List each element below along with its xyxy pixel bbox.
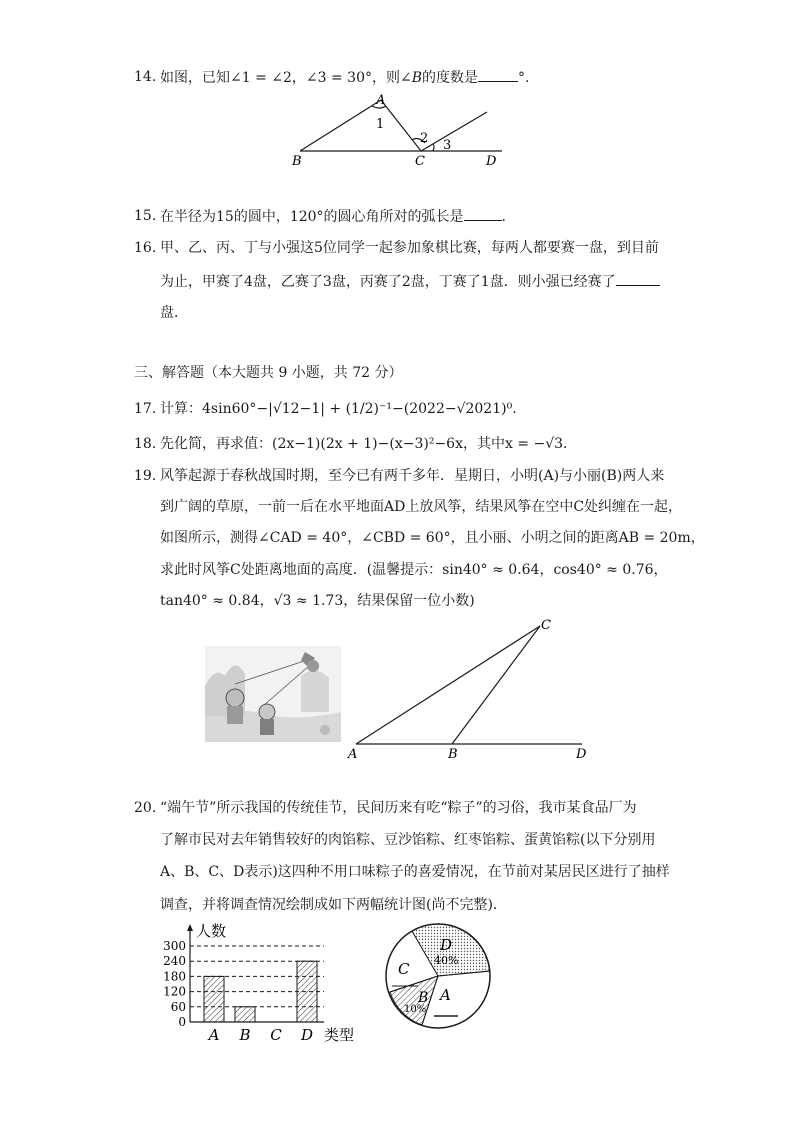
- q14-text-c: 的度数是: [422, 70, 479, 86]
- q20-line4: 调查，并将调查情况绘制成如下两幅统计图(尚不完整)．: [160, 897, 507, 913]
- q15-number: 15.: [134, 208, 157, 224]
- q16-line2-text: 为止，甲赛了4盘，乙赛了3盘，丙赛了2盘，丁赛了1盘．则小强已经赛了: [160, 274, 616, 290]
- q15-blank: [464, 206, 502, 221]
- pie-chart: [382, 920, 494, 1032]
- fig14-label-1: 1: [376, 117, 385, 132]
- q14-number: 14.: [134, 69, 157, 85]
- q15-text: [160, 206, 506, 227]
- fig14-label-2: 2: [420, 131, 429, 146]
- fig14-line-ba: [300, 100, 381, 151]
- fig14-ray-c: [421, 112, 487, 151]
- pie-label-a: A: [440, 986, 451, 1004]
- q14-text: [160, 67, 529, 88]
- bar-tick-label: 300: [163, 939, 186, 953]
- q16-number: 16.: [134, 240, 157, 256]
- fig19-label-a: A: [348, 747, 358, 762]
- fig14-label-d: D: [486, 154, 497, 169]
- pie-label-b: B: [418, 990, 429, 1006]
- q19-figure: [344, 614, 594, 764]
- q19-number: 19.: [134, 468, 157, 484]
- q16-line3: 盘．: [160, 305, 188, 321]
- q17-number: 17.: [134, 401, 157, 417]
- bar-category-label: B: [239, 1026, 251, 1044]
- bar-tick-label: 0: [178, 1015, 186, 1029]
- q19-line2: 到广阔的草原，一前一后在水平地面AD上放风筝，结果风筝在空中C处纠缠在一起，: [160, 499, 683, 515]
- q20-number: 20.: [134, 800, 157, 816]
- kite-illustration: [205, 646, 341, 742]
- fig14-line-ac: [381, 100, 421, 151]
- pie-label-c: C: [398, 960, 410, 978]
- q16-line2: [160, 271, 660, 292]
- bar-tick-label: 60: [170, 999, 186, 1014]
- q19-line1: 风筝起源于春秋战国时期，至今已有两千多年．星期日，小明(A)与小丽(B)两人来: [160, 468, 665, 484]
- bar-d: [297, 961, 317, 1022]
- bar-category-label: C: [270, 1026, 282, 1044]
- bar-b: [235, 1007, 255, 1022]
- pie-label-d-pct: 40%: [434, 954, 459, 967]
- fig14-arc-3: [433, 144, 434, 151]
- bar-y-arrow: [187, 924, 193, 931]
- q19-line3: 如图所示，测得∠CAD = 40°，∠CBD = 60°，且小丽、小明之间的距离AB = 20m，: [160, 530, 705, 546]
- q17-text: 计算：4sin60°−|√12−1| + (1/2)⁻¹−(2022−√2021)⁰.: [160, 401, 517, 417]
- q20-line1: “端午节”所示我国的传统佳节，民间历来有吃“粽子”的习俗，我市某食品厂为: [160, 800, 637, 816]
- q19-line4: 求此时风筝C处距离地面的高度．(温馨提示：sin40° ≈ 0.64，cos40° ≈ 0.76，: [160, 562, 668, 578]
- q20-line3: A、B、C、D表示)这四种不用口味粽子的喜爱情况，在节前对某居民区进行了抽样: [160, 864, 670, 880]
- q15-text-b: .: [501, 209, 506, 225]
- bar-chart: [160, 918, 370, 1044]
- q15-text-a: 在半径为15的圆中，120°的圆心角所对的弧长是: [160, 209, 464, 225]
- bar-tick-label: 180: [163, 969, 186, 984]
- section3-title: 三、解答题（本大题共 9 小题，共 72 分）: [134, 365, 403, 381]
- bar-xlabel: 类型: [324, 1026, 355, 1044]
- fig19-line-ac: [356, 626, 540, 744]
- bar-ylabel: 人数: [196, 922, 227, 940]
- pie-label-d: D: [440, 936, 453, 954]
- q14-text-d: °.: [518, 70, 530, 86]
- q16-blank: [616, 271, 660, 286]
- q16-line1: 甲、乙、丙、丁与小强这5位同学一起参加象棋比赛，每两人都要赛一盘，到目前: [160, 240, 659, 256]
- q19-line5: tan40° ≈ 0.84，√3 ≈ 1.73，结果保留一位小数): [160, 593, 475, 609]
- bar-category-label: A: [208, 1026, 220, 1044]
- fig19-label-d: D: [576, 747, 587, 762]
- q14-figure: [280, 90, 520, 170]
- q20-line2: 了解市民对去年销售较好的肉馅粽、豆沙馅粽、红枣馅粽、蛋黄馅粽(以下分别用: [160, 832, 656, 848]
- pie-label-b-pct: 10%: [404, 1004, 427, 1015]
- q14-blank: [478, 67, 518, 82]
- fig19-label-b: B: [448, 747, 458, 762]
- bar-category-label: D: [300, 1026, 314, 1044]
- q18-number: 18.: [134, 436, 157, 452]
- fig14-label-a: A: [376, 93, 386, 108]
- q14-text-a: 如图，已知∠1 = ∠2，∠3 = 30°，则∠: [160, 70, 412, 86]
- fig19-line-bc: [452, 626, 540, 744]
- fig19-label-c: C: [541, 618, 551, 633]
- q14-text-b: B: [411, 70, 423, 86]
- fig14-label-3: 3: [443, 138, 452, 153]
- bar-tick-label: 120: [163, 984, 186, 999]
- q18-text: 先化简，再求值：(2x−1)(2x + 1)−(x−3)²−6x，其中x = −√3.: [160, 436, 568, 452]
- bar-a: [204, 976, 224, 1022]
- fig14-label-c: C: [415, 154, 425, 169]
- fig14-label-b: B: [292, 154, 302, 169]
- bar-tick-label: 240: [163, 954, 186, 969]
